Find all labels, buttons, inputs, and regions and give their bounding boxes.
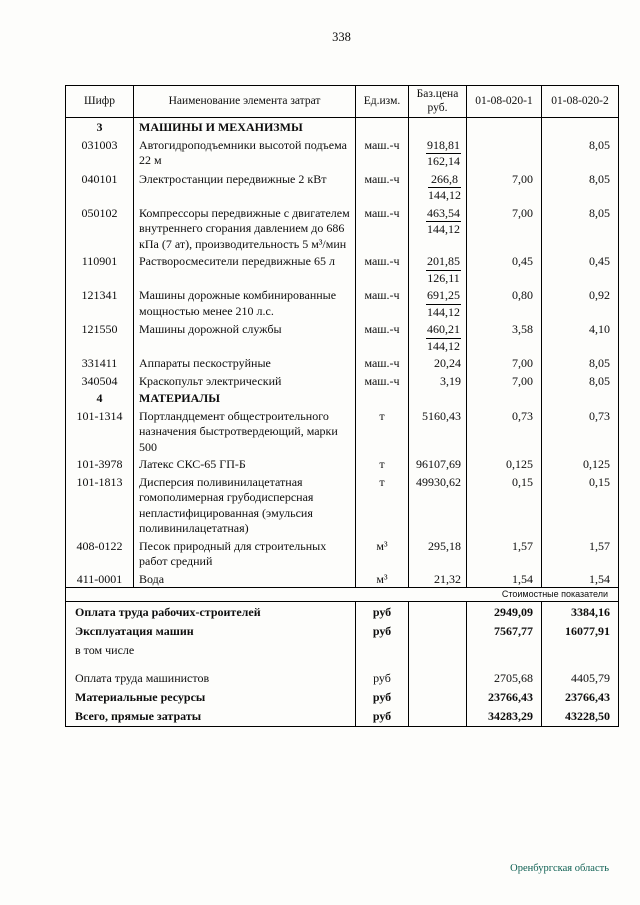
row-code: 3 <box>96 120 103 134</box>
row-name: Портландцемент общестроительного назначения быстротвердеющий, марки 500 <box>134 407 356 456</box>
row-name: Машины дорожной службы <box>134 320 356 354</box>
header-row <box>66 86 619 118</box>
row-value-01-08-020-1: 7,00 <box>467 354 542 372</box>
table-row <box>66 354 619 372</box>
price-fraction: $\frac{463,54}{144,12}$ <box>427 205 460 236</box>
table-row <box>66 407 619 456</box>
row-unit: маш.-ч <box>356 286 409 320</box>
cost-indicators-strip <box>66 588 619 602</box>
row-name: Дисперсия поливинилацетатная гомополимерная грубодисперсная непластифицированная (эмульсия поливинилацетатная) <box>134 473 356 537</box>
row-name: МАШИНЫ И МЕХАНИЗМЫ <box>134 118 356 136</box>
summary-unit: руб <box>356 707 409 727</box>
row-code: 331411 <box>81 356 118 370</box>
row-value-01-08-020-1: 7,00 <box>467 170 542 204</box>
row-base-price <box>409 389 467 407</box>
row-unit: маш.-ч <box>356 204 409 253</box>
price-fraction: $\frac{460,21}{144,12}$ <box>427 322 460 353</box>
row-code: 101-1813 <box>76 474 123 489</box>
region-footer-note: Оренбургская область <box>510 863 609 874</box>
row-value-01-08-020-2: 8,05 <box>542 170 619 204</box>
table-row <box>66 372 619 390</box>
summary-base-price <box>409 707 467 727</box>
row-name: Краскопульт электрический <box>134 372 356 390</box>
row-base-price <box>409 204 467 253</box>
row-value-01-08-020-1: 0,80 <box>467 286 542 320</box>
row-base-price: 96107,69 <box>409 455 467 473</box>
header-code: Шифр <box>66 86 134 118</box>
row-base-price: 20,24 <box>409 354 467 372</box>
price-fraction: $\frac{691,25}{144,12}$ <box>427 288 460 319</box>
row-base-price <box>409 170 467 204</box>
row-value-01-08-020-2: 4,10 <box>542 320 619 354</box>
table-row <box>66 537 619 570</box>
row-value-01-08-020-1 <box>467 389 542 407</box>
summary-value-01-08-020-1: 7567,77 <box>467 621 542 640</box>
table-row <box>66 389 619 407</box>
table-row <box>66 455 619 473</box>
summary-base-price <box>409 602 467 622</box>
row-code: 050102 <box>81 205 118 220</box>
row-unit <box>356 118 409 136</box>
table-body <box>66 118 619 588</box>
row-code: 110901 <box>81 254 118 268</box>
row-unit: маш.-ч <box>356 372 409 390</box>
row-unit: маш.-ч <box>356 320 409 354</box>
cost-estimate-table-wrap <box>65 85 618 727</box>
page-number: 338 <box>332 30 351 44</box>
row-base-price: 295,18 <box>409 537 467 570</box>
summary-label: Эксплуатация машин <box>75 623 194 638</box>
summary-value-01-08-020-2: 3384,16 <box>542 602 619 622</box>
table-row <box>66 136 619 170</box>
row-name: Вода <box>134 570 356 588</box>
row-name: Песок природный для строительных работ средний <box>134 537 356 570</box>
summary-value-01-08-020-2: 4405,79 <box>542 659 619 688</box>
header-norm-01-08-020-2: 01-08-020-2 <box>542 86 619 118</box>
row-unit: м³ <box>356 570 409 588</box>
row-unit: маш.-ч <box>356 252 409 286</box>
row-unit: т <box>356 473 409 537</box>
summary-value-01-08-020-1: 23766,43 <box>467 688 542 707</box>
row-value-01-08-020-2 <box>542 118 619 136</box>
row-unit: м³ <box>356 537 409 570</box>
row-base-price: 3,19 <box>409 372 467 390</box>
row-value-01-08-020-2: 1,54 <box>542 570 619 588</box>
row-unit: маш.-ч <box>356 136 409 170</box>
row-value-01-08-020-2: 0,73 <box>542 407 619 456</box>
row-code: 031003 <box>81 137 118 152</box>
header-unit: Ед.изм. <box>356 86 409 118</box>
row-value-01-08-020-1 <box>467 136 542 170</box>
summary-body <box>66 602 619 727</box>
row-name: Латекс СКС-65 ГП-Б <box>134 455 356 473</box>
row-value-01-08-020-1: 0,45 <box>467 252 542 286</box>
table-row <box>66 320 619 354</box>
row-base-price <box>409 136 467 170</box>
cost-estimate-table <box>65 85 619 727</box>
row-value-01-08-020-2 <box>542 389 619 407</box>
summary-value-01-08-020-2: 23766,43 <box>542 688 619 707</box>
row-base-price <box>409 286 467 320</box>
summary-label: Всего, прямые затраты <box>75 709 202 723</box>
table-header <box>66 86 619 118</box>
summary-value-01-08-020-1 <box>467 640 542 659</box>
row-value-01-08-020-2: 0,15 <box>542 473 619 537</box>
header-base-price: Баз.цена руб. <box>409 86 467 118</box>
row-code: 4 <box>96 391 103 405</box>
row-base-price <box>409 320 467 354</box>
summary-unit: руб <box>356 688 409 707</box>
row-code: 121550 <box>81 322 118 336</box>
row-value-01-08-020-1: 0,73 <box>467 407 542 456</box>
cost-indicators-label: Стоимостные показатели <box>66 588 619 602</box>
summary-unit: руб <box>356 659 409 688</box>
row-code: 408-0122 <box>76 538 123 553</box>
table-row <box>66 473 619 537</box>
row-code: 121341 <box>81 288 118 302</box>
row-value-01-08-020-1 <box>467 118 542 136</box>
row-value-01-08-020-2: 0,92 <box>542 286 619 320</box>
table-row <box>66 170 619 204</box>
summary-label: Оплата труда машинистов <box>75 671 210 685</box>
summary-row <box>66 621 619 640</box>
summary-base-price <box>409 659 467 688</box>
row-value-01-08-020-2: 1,57 <box>542 537 619 570</box>
row-unit: маш.-ч <box>356 354 409 372</box>
row-value-01-08-020-1: 3,58 <box>467 320 542 354</box>
row-name: Электростанции передвижные 2 кВт <box>134 170 356 204</box>
price-fraction: $\frac{918,81}{162,14}$ <box>427 137 460 168</box>
row-value-01-08-020-2: 8,05 <box>542 204 619 253</box>
row-unit <box>356 389 409 407</box>
summary-unit: руб <box>356 621 409 640</box>
row-unit: т <box>356 407 409 456</box>
summary-label: Оплата труда рабочих-строителей <box>75 604 261 619</box>
row-name: Автогидроподъемники высотой подъема 22 м <box>134 136 356 170</box>
row-base-price <box>409 252 467 286</box>
row-code: 411-0001 <box>76 571 123 586</box>
table-row <box>66 570 619 588</box>
summary-value-01-08-020-2: 16077,91 <box>542 621 619 640</box>
summary-base-price <box>409 640 467 659</box>
row-value-01-08-020-2: 8,05 <box>542 372 619 390</box>
row-base-price: 49930,62 <box>409 473 467 537</box>
row-value-01-08-020-1: 7,00 <box>467 204 542 253</box>
summary-row <box>66 707 619 727</box>
row-unit: т <box>356 455 409 473</box>
price-fraction: $\frac{201,85}{126,11}$ <box>427 254 460 285</box>
price-fraction: $\frac{266,8}{144,12}$ <box>428 171 461 202</box>
row-value-01-08-020-1: 0,125 <box>467 455 542 473</box>
summary-base-price <box>409 621 467 640</box>
row-base-price: 5160,43 <box>409 407 467 456</box>
row-value-01-08-020-2: 8,05 <box>542 136 619 170</box>
summary-value-01-08-020-2 <box>542 640 619 659</box>
summary-row <box>66 688 619 707</box>
table-row <box>66 118 619 136</box>
row-base-price: 21,32 <box>409 570 467 588</box>
row-base-price <box>409 118 467 136</box>
row-name: Компрессоры передвижные с двигателем внутреннего сгорания давлением до 686 кПа (7 ат), производительность 5 м³/мин <box>134 204 356 253</box>
cost-indicators-row <box>66 588 619 602</box>
row-value-01-08-020-1: 1,57 <box>467 537 542 570</box>
row-value-01-08-020-1: 7,00 <box>467 372 542 390</box>
summary-base-price <box>409 688 467 707</box>
summary-value-01-08-020-2: 43228,50 <box>542 707 619 727</box>
row-name: Растворосмесители передвижные 65 л <box>134 252 356 286</box>
summary-row <box>66 659 619 688</box>
row-value-01-08-020-2: 0,125 <box>542 455 619 473</box>
row-code: 040101 <box>81 171 118 186</box>
row-code: 101-1314 <box>76 408 123 423</box>
summary-row <box>66 640 619 659</box>
row-value-01-08-020-2: 8,05 <box>542 354 619 372</box>
header-name: Наименование элемента затрат <box>134 86 356 118</box>
row-code: 101-3978 <box>76 457 123 471</box>
summary-value-01-08-020-1: 34283,29 <box>467 707 542 727</box>
table-row <box>66 286 619 320</box>
table-row <box>66 252 619 286</box>
row-unit: маш.-ч <box>356 170 409 204</box>
summary-row <box>66 602 619 622</box>
table-row <box>66 204 619 253</box>
summary-label: Материальные ресурсы <box>75 690 206 704</box>
summary-unit <box>356 640 409 659</box>
summary-value-01-08-020-1: 2949,09 <box>467 602 542 622</box>
summary-unit: руб <box>356 602 409 622</box>
summary-value-01-08-020-1: 2705,68 <box>467 659 542 688</box>
row-value-01-08-020-1: 0,15 <box>467 473 542 537</box>
summary-label: в том числе <box>75 642 135 657</box>
row-code: 340504 <box>81 373 118 388</box>
row-value-01-08-020-1: 1,54 <box>467 570 542 588</box>
row-name: МАТЕРИАЛЫ <box>134 389 356 407</box>
row-name: Аппараты пескоструйные <box>134 354 356 372</box>
row-value-01-08-020-2: 0,45 <box>542 252 619 286</box>
header-norm-01-08-020-1: 01-08-020-1 <box>467 86 542 118</box>
row-name: Машины дорожные комбинированные мощностью менее 210 л.с. <box>134 286 356 320</box>
